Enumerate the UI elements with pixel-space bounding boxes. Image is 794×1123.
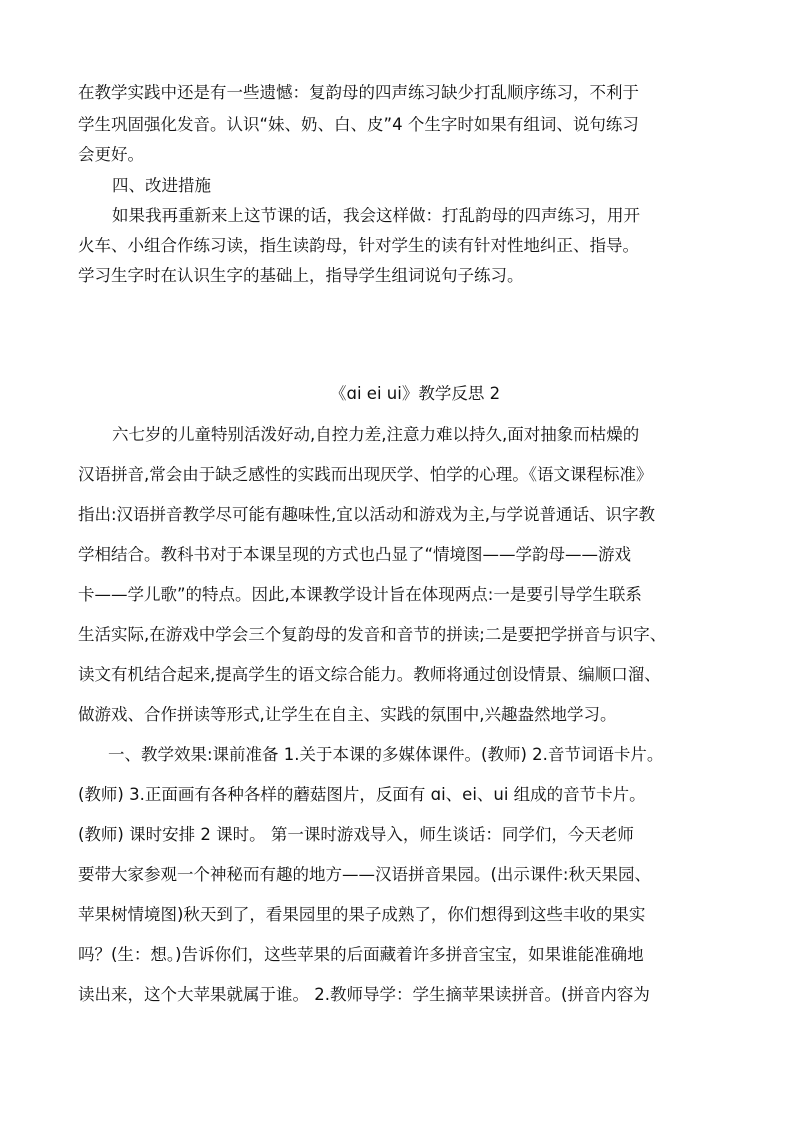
- text-line: 在教学实践中还是有一些遗憾：复韵母的四声练习缺少打乱顺序练习，不利于: [78, 83, 639, 102]
- text-line: 六七岁的儿童特别活泼好动,自控力差,注意力难以持久,面对抽象而枯燥的: [112, 425, 640, 444]
- text-line: (教师) 3.正面画有各种各样的蘑菇图片，反面有 ɑi、ei、ui 组成的音节卡片。: [78, 785, 646, 804]
- text-line: 学生巩固强化发音。认识“妹、奶、白、皮”4 个生字时如果有组词、说句练习: [78, 115, 639, 134]
- text-line: 指出:汉语拼音教学尽可能有趣味性,宜以活动和游戏为主,与学说普通话、识字教: [78, 505, 656, 524]
- text-line: 要带大家参观一个神秘而有趣的地方——汉语拼音果园。(出示课件:秋天果园、: [78, 865, 651, 884]
- text-line: 生活实际,在游戏中学会三个复韵母的发音和音节的拼读;二是要把学拼音与识字、: [78, 625, 667, 644]
- text-line: 苹果树情境图)秋天到了，看果园里的果子成熟了，你们想得到这些丰收的果实: [78, 905, 646, 924]
- document-title: 《ɑi ei ui》教学反思 2: [330, 384, 501, 403]
- text-line: 如果我再重新来上这节课的话，我会这样做：打乱韵母的四声练习，用开: [112, 206, 640, 225]
- text-line: 会更好。: [78, 145, 144, 164]
- text-line: 读文有机结合起来,提高学生的语文综合能力。教师将通过创设情景、编顺口溜、: [78, 665, 661, 684]
- text-line: (教师) 课时安排 2 课时。 第一课时游戏导入，师生谈话：同学们，今天老师: [78, 825, 634, 844]
- text-line: 学相结合。教科书对于本课呈现的方式也凸显了“情境图——学韵母——游戏: [78, 545, 632, 564]
- text-line: 卡——学儿歌”的特点。因此,本课教学设计旨在体现两点:一是要引导学生联系: [78, 585, 642, 604]
- text-line: 一、教学效果:课前准备 1.关于本课的多媒体课件。(教师) 2.音节词语卡片。: [108, 745, 664, 764]
- text-line: 汉语拼音,常会由于缺乏感性的实践而出现厌学、怕学的心理。《语文课程标准》: [78, 465, 653, 484]
- text-line: 做游戏、合作拼读等形式,让学生在自主、实践的氛围中,兴趣盎然地学习。: [78, 705, 617, 724]
- section-heading: 四、改进措施: [112, 176, 211, 195]
- text-line: 火车、小组合作练习读，指生读韵母，针对学生的读有针对性地纠正、指导。: [78, 236, 639, 255]
- text-line: 吗？(生：想。)告诉你们，这些苹果的后面藏着许多拼音宝宝，如果谁能准确地: [78, 945, 644, 964]
- text-line: 读出来，这个大苹果就属于谁。 2.教师导学：学生摘苹果读拼音。(拼音内容为: [78, 985, 650, 1004]
- text-line: 学习生字时在认识生字的基础上，指导学生组词说句子练习。: [78, 266, 524, 285]
